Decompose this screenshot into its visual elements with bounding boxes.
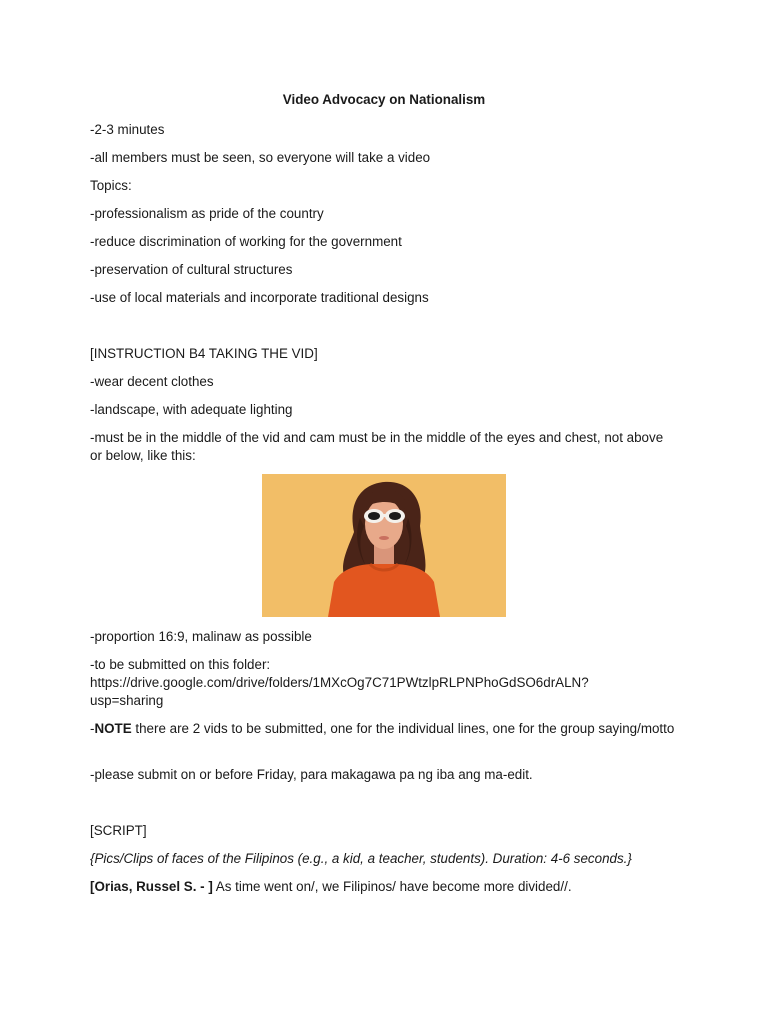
speaker-text: As time went on/, we Filipinos/ have become more divided//. [212,879,572,894]
topic-item: -use of local materials and incorporate traditional designs [90,290,429,305]
instruction-item: -wear decent clothes [90,374,214,389]
deadline-note: -please submit on or before Friday, para makagawa pa ng iba ang ma-edit. [90,767,533,782]
example-framing-photo [262,474,506,617]
script-direction: {Pics/Clips of faces of the Filipinos (e.g., a kid, a teacher, students). Duration: 4-6 seconds.} [90,851,632,866]
members-note: -all members must be seen, so everyone will take a video [90,150,431,165]
note-text: there are 2 vids to be submitted, one for the individual lines, one for the group saying/motto [131,721,675,736]
proportion-note: -proportion 16:9, malinaw as possible [90,629,312,644]
script-header: [SCRIPT] [90,823,147,838]
topic-item: -reduce discrimination of working for the government [90,234,402,249]
topic-item: -preservation of cultural structures [90,262,293,277]
submit-label: -to be submitted on this folder: [90,657,271,672]
speaker-name: [Orias, Russel S. - ] [90,879,213,894]
note-label: NOTE [94,721,132,736]
script-line [90,878,678,896]
submit-url-continued[interactable]: usp=sharing [90,693,164,708]
position-note: -must be in the middle of the vid and cam must be in the middle of the eyes and chest, not above or below, like this: [90,430,664,463]
submit-url[interactable]: https://drive.google.com/drive/folders/1MXcOg7C71PWtzlpRLPNPhoGdSO6drALN? [90,675,589,690]
instruction-item: -landscape, with adequate lighting [90,402,293,417]
instruction-header: [INSTRUCTION B4 TAKING THE VID] [90,346,318,361]
note-paragraph [90,720,678,738]
note-prefix: - [90,721,95,736]
topics-label: Topics: [90,178,132,193]
duration-line: -2-3 minutes [90,122,165,137]
topic-item: -professionalism as pride of the country [90,206,324,221]
document-title: Video Advocacy on Nationalism [282,92,486,107]
